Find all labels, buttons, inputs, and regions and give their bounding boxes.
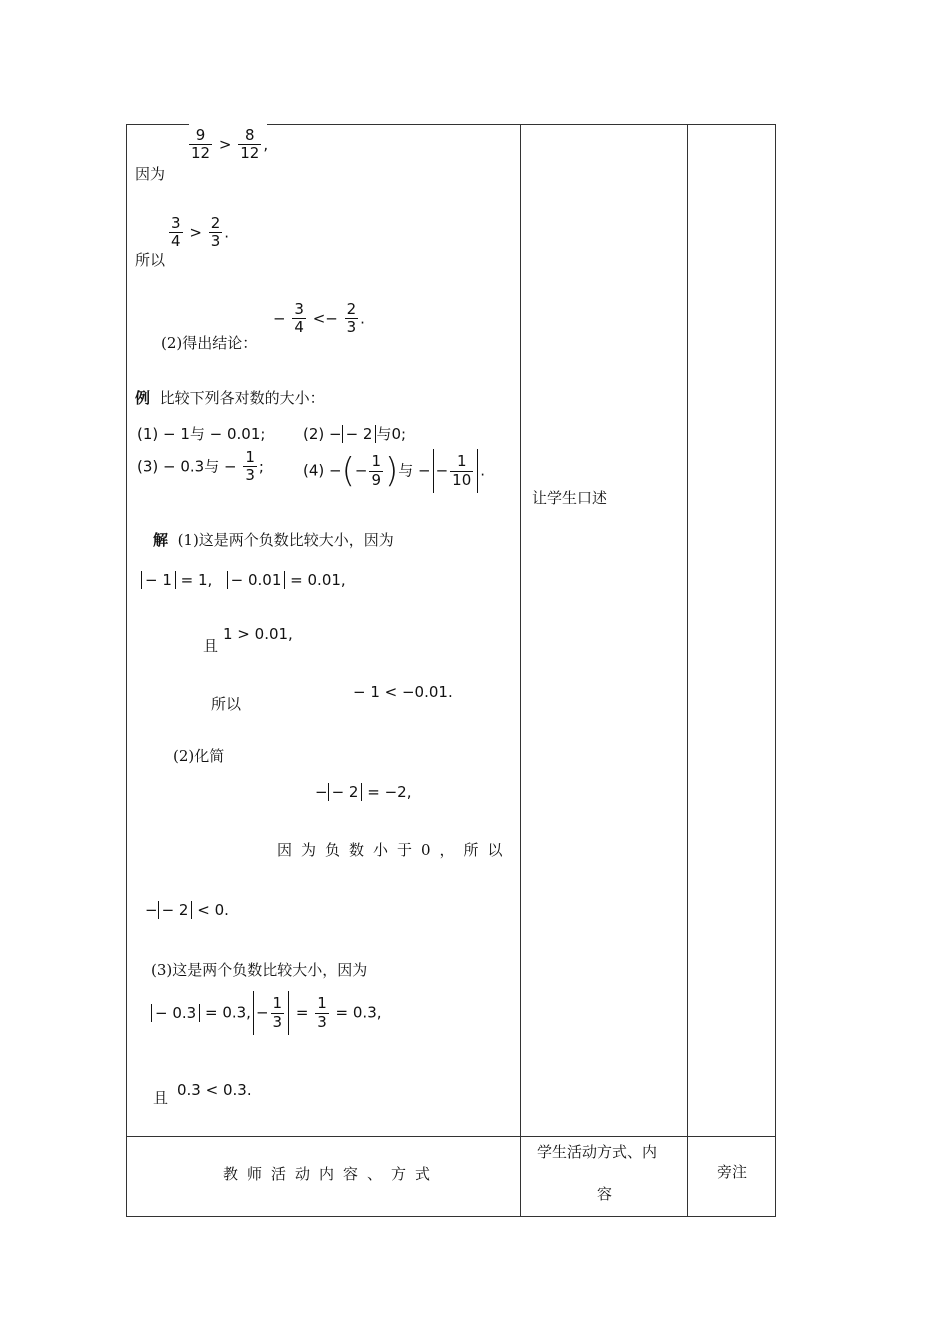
text-and-1: 且 [203, 637, 219, 655]
solution-1-heading: 解 (1)这是两个负数比较大小，因为 [153, 531, 394, 549]
formula-3-4-gt-2-3: $\frac{3}{4}$ > $\frac{2}{3}$ . [171, 214, 230, 251]
header-notes: 旁注 [717, 1163, 748, 1181]
formula-abs-values-1: − 1 = 1, − 0.01 = 0.01, [141, 571, 346, 589]
solution-3-heading: (3)这是两个负数比较大小，因为 [151, 961, 368, 979]
column-divider [520, 125, 521, 1216]
pair-3: (3) − 0.3与 − $\frac{1}{3}$ ; [137, 448, 264, 485]
formula-1-gt-0-01: 1 > 0.01, [223, 625, 293, 643]
pair-2: (2) − − 2 与0; [303, 425, 407, 443]
solution-2-heading: (2)化简 [173, 747, 225, 765]
result-1: − 1 < −0.01. [353, 683, 453, 701]
result-2: − − 2 < 0. [145, 901, 229, 919]
row-divider [127, 1136, 775, 1137]
student-activity-text: 让学生口述 [532, 489, 608, 507]
pair-1: (1) − 1与 − 0.01; [137, 425, 266, 443]
header-student-line2: 容 [597, 1185, 613, 1203]
header-teacher: 教师活动内容、方式 [223, 1165, 440, 1183]
formula-abs-values-3: − 0.3 = 0.3, − $\frac{1}{3}$ = $\frac{1}{3}$ = 0.3, [151, 991, 382, 1035]
text-negative-lt-zero: 因为负数小于0，所以 [277, 841, 512, 859]
text-because: 因为 [135, 165, 166, 183]
result-3: 0.3 < 0.3. [177, 1081, 252, 1099]
lesson-table [126, 124, 776, 1217]
text-conclusion: (2)得出结论： [161, 334, 258, 352]
formula-9-12-gt-8-12: $\frac{9}{12}$ > $\frac{8}{12}$ , [191, 126, 269, 163]
column-divider [687, 125, 688, 1216]
text-and-3: 且 [153, 1089, 169, 1107]
text-so: 所以 [135, 251, 166, 269]
example-heading: 例 比较下列各对数的大小： [135, 389, 325, 407]
formula-neg-3-4-lt-neg-2-3: − $\frac{3}{4}$ <− $\frac{2}{3}$ . [273, 300, 365, 337]
text-so-1: 所以 [211, 695, 242, 713]
formula-simplify-2: − − 2 = −2, [315, 783, 412, 801]
header-student-line1: 学生活动方式、内 [537, 1143, 658, 1161]
pair-4: (4) −(− $\frac{1}{9}$ )与 − − $\frac{1}{10}$ . [303, 451, 486, 491]
